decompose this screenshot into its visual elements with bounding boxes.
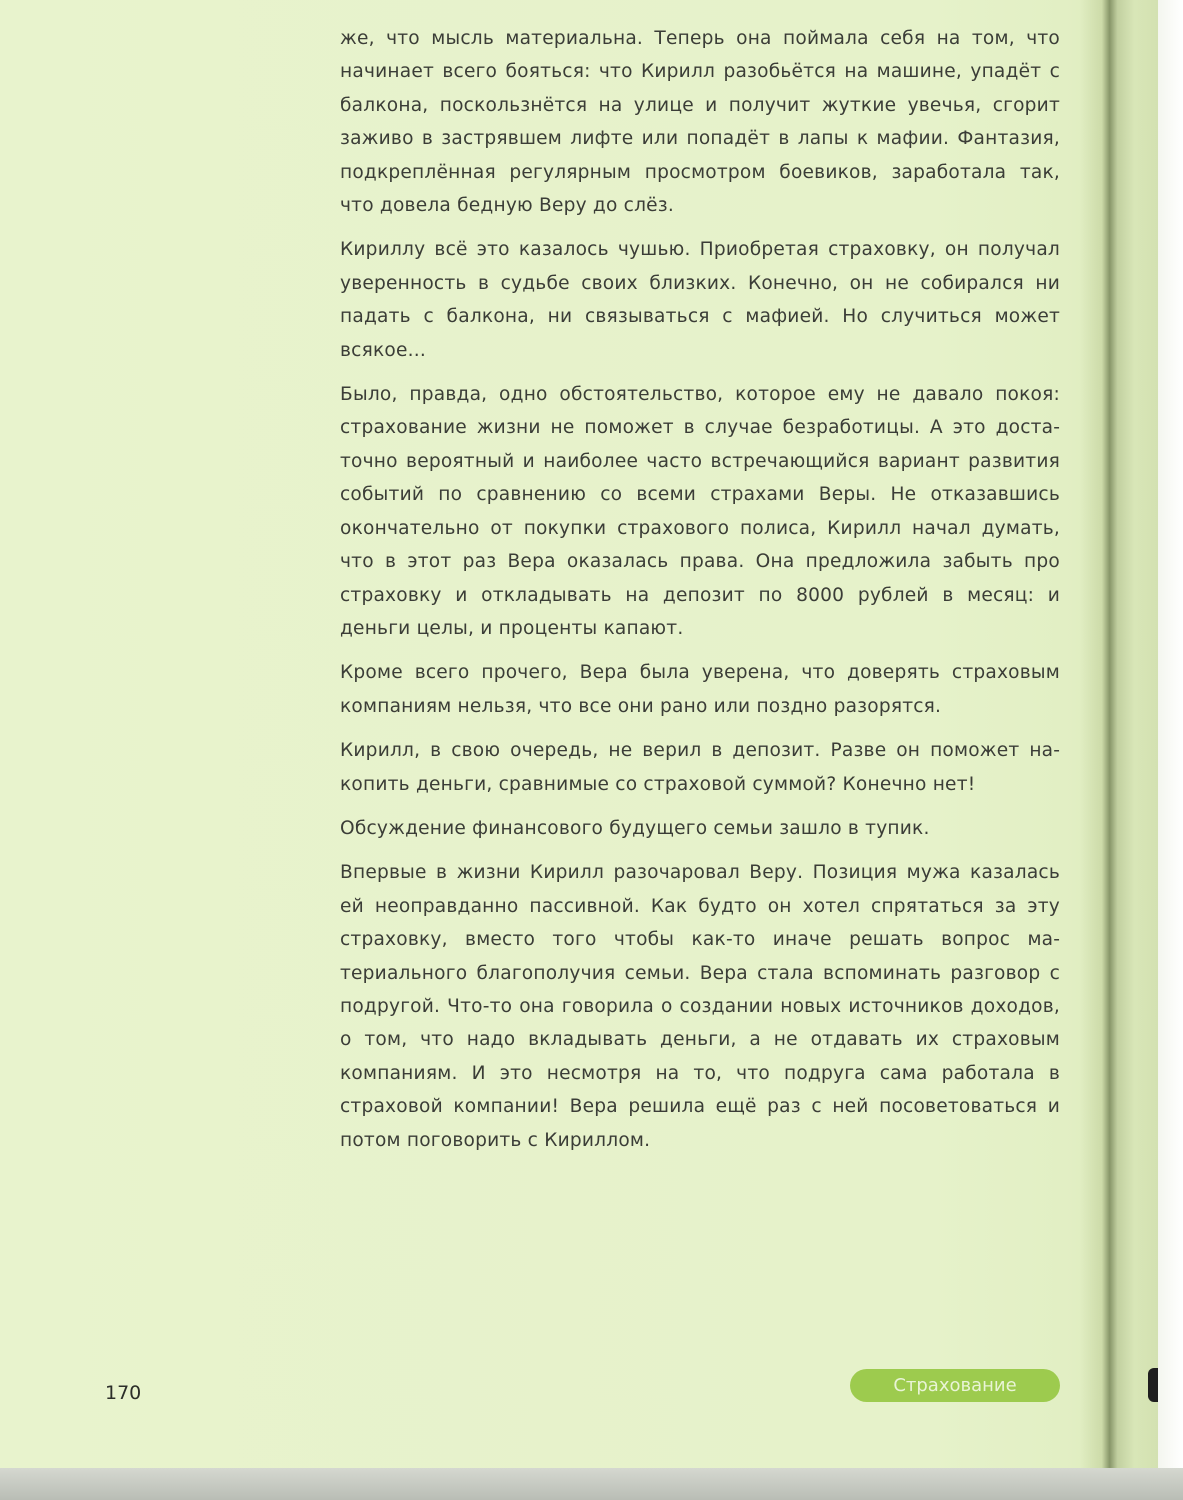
- section-tag: Страхование: [850, 1369, 1060, 1402]
- paragraph-1: же, что мысль материальна. Теперь она поймала себя на том, что начинает всего бояться: что Кирилл разобьётся на машине, упадёт с балкона, поскользнётся на улице и получит жуткие увечья, сгорит заживо в застрявшем лифте или попадёт в лапы к мафии. Фантазия, подкреплённая регулярным просмотром боевиков, заработала так, что довела бедную Веру до слёз.: [340, 28, 1060, 217]
- spine-shadow: [1080, 0, 1158, 1468]
- page-number: 170: [105, 1382, 142, 1404]
- body-text: [340, 22, 1060, 1168]
- paragraph-2: Кириллу всё это казалось чушью. Приобретая страховку, он получал уверенность в судьбе своих близких. Конечно, он не собирался ни падать с балкона, ни связываться с мафией. Но случиться может всякое...: [340, 239, 1060, 361]
- scan-margin-right: [1158, 0, 1183, 1468]
- page-edge-mark: [1148, 1368, 1158, 1402]
- paragraph-5: Кирилл, в свою очередь, не верил в депозит. Разве он поможет накопить деньги, сравнимые со страховой суммой? Конечно нет!: [340, 740, 1060, 795]
- paragraph-3: Было, правда, одно обстоятельство, которое ему не давало покоя: страхование жизни не поможет в случае безработицы. А это достаточно вероятный и наиболее часто встречающийся вариант развития событий по сравнению со всеми страхами Веры. Не отказавшись окончательно от покупки страхового полиса, Кирилл начал думать, что в этот раз Вера оказалась права. Она предложила забыть про страховку и откладывать на депозит по 8000 рублей в месяц: и деньги целы, и проценты капают.: [340, 384, 1060, 639]
- paragraph-4: Кроме всего прочего, Вера была уверена, что доверять страховым компаниям нельзя, что все они рано или поздно разорятся.: [340, 662, 1060, 717]
- paragraph-7: Впервые в жизни Кирилл разочаровал Веру. Позиция мужа казалась ей неоправданно пассивной. Как будто он хотел спрятаться за эту страховку, вместо того чтобы как-то иначе решать вопрос материального благополучия семьи. Вера стала вспоминать разговор с подругой. Что-то она говорила о создании новых источников доходов, о том, что надо вкладывать деньги, а не отдавать их страховым компаниям. И это несмотря на то, что подруга сама работала в страховой компании! Вера решила ещё раз с ней посоветоваться и потом поговорить с Кириллом.: [340, 862, 1060, 1151]
- paragraph-6: Обсуждение финансового будущего семьи зашло в тупик.: [340, 817, 930, 839]
- scan-margin-bottom: [0, 1468, 1183, 1500]
